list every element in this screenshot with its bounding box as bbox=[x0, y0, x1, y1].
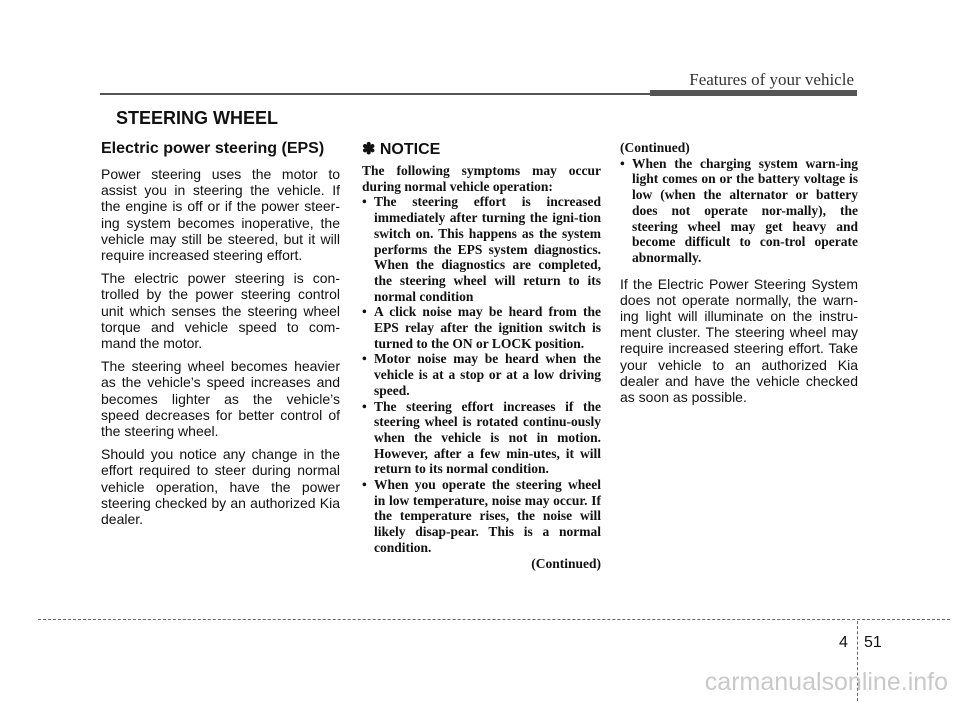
column-notice bbox=[362, 140, 601, 571]
running-header: Features of your vehicle bbox=[689, 70, 854, 89]
paragraph: If the Electric Power Steering System does not operate normally, the warn-ing light will illuminate on the instru-ment cluster. The steering wheel may require increased steering effort. Take your vehicle to an authorized Kia dealer and have the vehicle checked as soon as possible. bbox=[620, 275, 858, 406]
bullet-dot: • bbox=[362, 398, 367, 414]
column-eps bbox=[101, 140, 340, 534]
bullet-dot: • bbox=[362, 477, 367, 493]
notice-intro: The following symptoms may occur during normal vehicle operation: bbox=[362, 163, 601, 194]
bullet-dot: • bbox=[362, 304, 367, 320]
bullet-dot: • bbox=[620, 155, 625, 171]
continued-label: (Continued) bbox=[620, 140, 690, 155]
footer-rule bbox=[38, 619, 950, 620]
list-item: • A click noise may be heard from the EPS relay after the ignition switch is turned to the ON or LOCK position. bbox=[362, 304, 601, 351]
bullet-dot: • bbox=[362, 194, 367, 210]
list-item: • The steering effort is increased immediately after turning the igni-tion switch on. This happens as the system performs the EPS system diagnostics. When the diagnostics are completed, the steering wheel will return to its normal condition bbox=[362, 194, 601, 304]
notice-heading bbox=[362, 140, 601, 159]
bullet-dot: • bbox=[362, 351, 367, 367]
notice-title: NOTICE bbox=[379, 141, 441, 158]
column-continued bbox=[620, 140, 858, 412]
page-number: 51 bbox=[864, 634, 882, 651]
header-accent-bar bbox=[650, 90, 857, 96]
chapter-number: 4 bbox=[839, 634, 848, 651]
list-item: • Motor noise may be heard when the vehicle is at a stop or at a low driving speed. bbox=[362, 351, 601, 398]
continued-label: (Continued) bbox=[531, 555, 601, 571]
notice-star-icon: ✽ bbox=[362, 141, 376, 158]
list-item: • When you operate the steering wheel in low temperature, noise may occur. If the temperature rises, the noise will likely disap-pear. This is a normal condition. bbox=[362, 477, 601, 555]
paragraph: The steering wheel becomes heavier as the vehicle’s speed increases and becomes lighter as the vehicle’s speed decreases for better control of the steering wheel. bbox=[101, 358, 340, 440]
list-item: • The steering effort increases if the steering wheel is rotated continu-ously when the vehicle is not in motion. However, after a few min-utes, it will return to its normal condition. bbox=[362, 398, 601, 477]
paragraph: Should you notice any change in the effort required to steer during normal vehicle operation, have the power steering checked by an authorized Kia dealer. bbox=[101, 446, 340, 528]
paragraph: The electric power steering is con-trolled by the power steering control unit which senses the steering wheel torque and vehicle speed to com-mand the motor. bbox=[101, 270, 340, 352]
list-item: • When the charging system warn-ing light comes on or the battery voltage is low (when the alternator or battery does not operate nor-mally), the steering wheel may get heavy and become difficult to con-trol operate abnormally. bbox=[620, 155, 858, 265]
paragraph: Power steering uses the motor to assist you in steering the vehicle. If the engine is off or if the power steer-ing system becomes inoperative, the vehicle may still be steered, but it will require increased steering effort. bbox=[101, 166, 340, 264]
watermark: carmanualsonline.info bbox=[704, 668, 948, 696]
section-title: STEERING WHEEL bbox=[116, 108, 279, 128]
eps-heading: Electric power steering (EPS) bbox=[101, 140, 325, 157]
